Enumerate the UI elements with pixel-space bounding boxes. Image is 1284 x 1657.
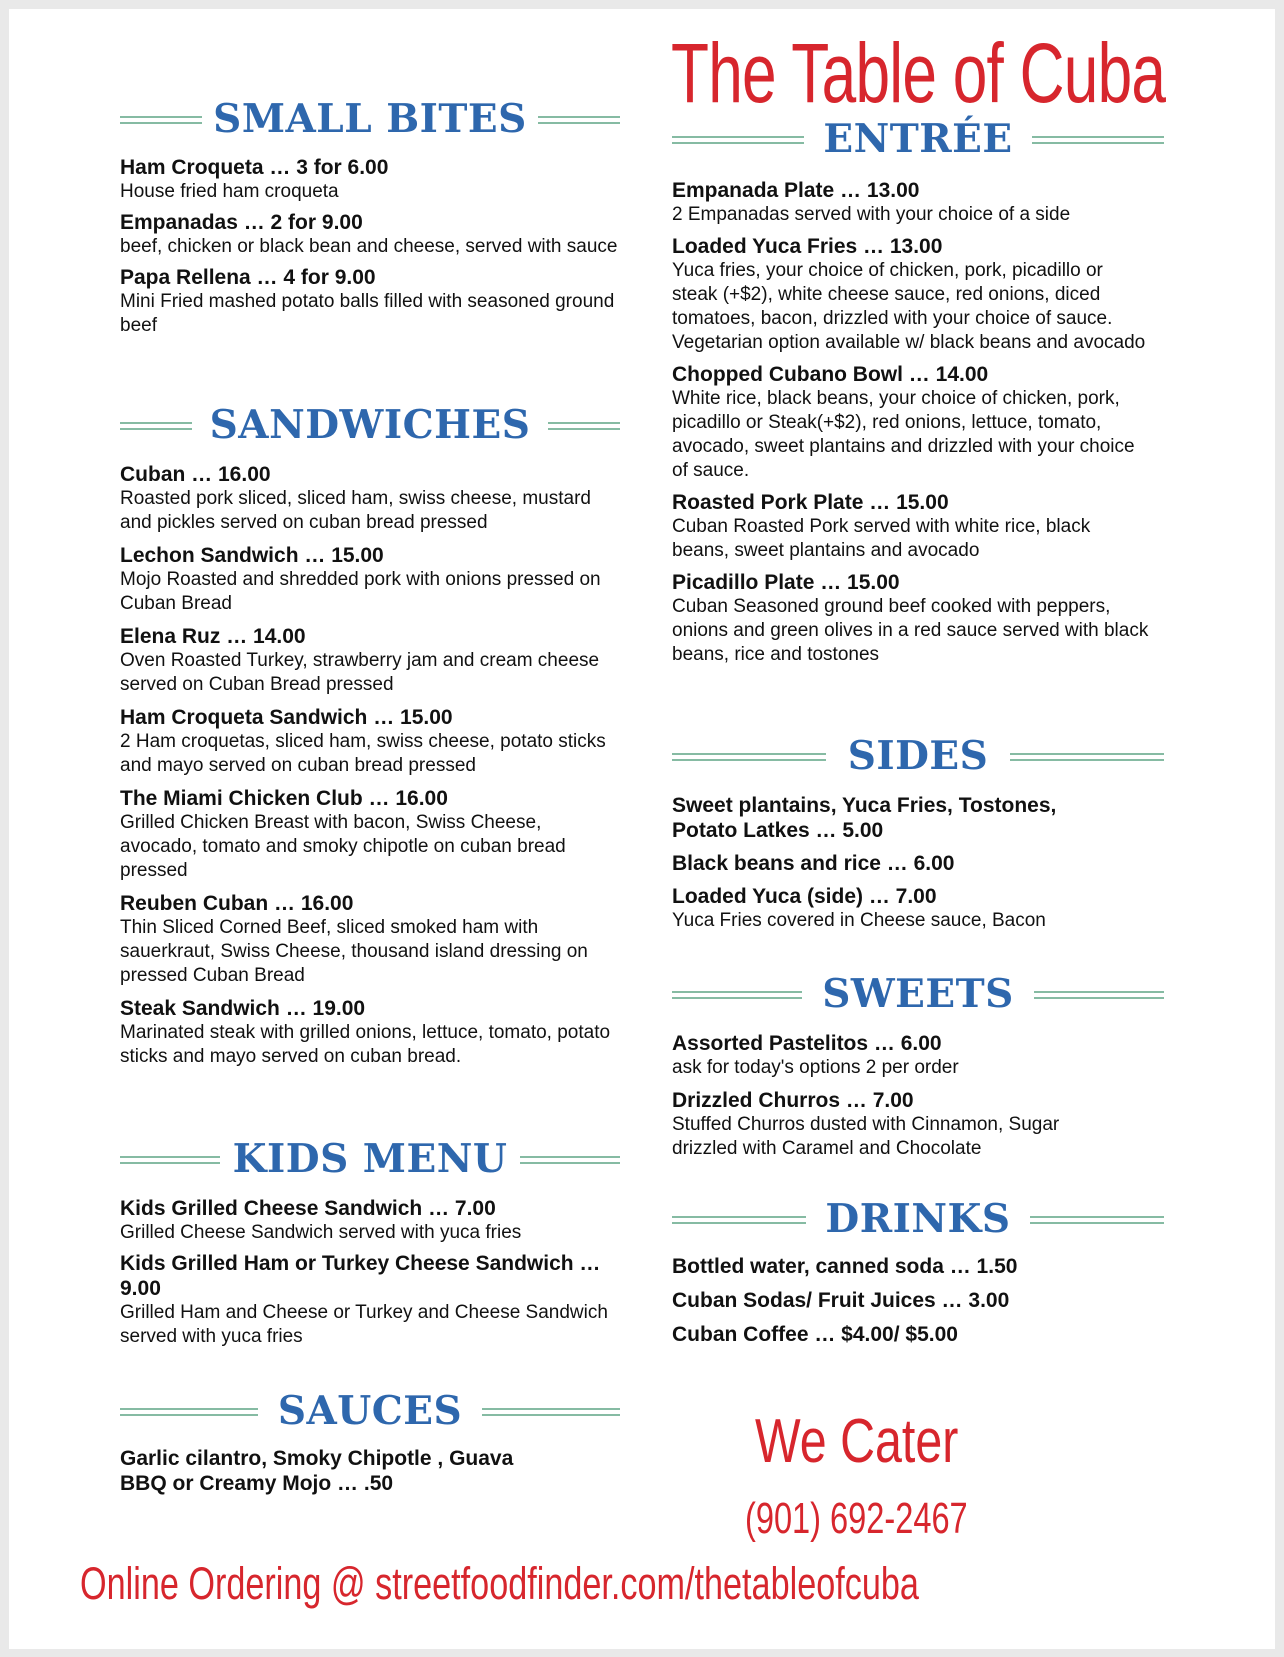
menu-item-name: Ham Croqueta Sandwich … 15.00 [120, 706, 453, 729]
menu-item-description: Grilled Chicken Breast with bacon, Swiss Cheese, avocado, tomato and smoky chipotle on cuban bread pressed [120, 812, 566, 881]
menu-item-description: Yuca Fries covered in Cheese sauce, Bacon [672, 910, 1046, 931]
section-heading: KIDS MENU [232, 1136, 508, 1182]
menu-item-description: House fried ham croqueta [120, 181, 339, 202]
list-sandwiches [120, 462, 620, 1069]
section-heading: DRINKS [825, 1196, 1011, 1242]
menu-item-name: Loaded Yuca Fries … 13.00 [672, 235, 943, 258]
menu-item-description: Marinated steak with grilled onions, lettuce, tomato, potato sticks and mayo served on cuban bread. [120, 1022, 611, 1067]
menu-item-name: Reuben Cuban … 16.00 [120, 892, 354, 915]
menu-item [672, 362, 1152, 483]
menu-item [120, 462, 620, 535]
menu-item-name: Kids Grilled Cheese Sandwich … 7.00 [120, 1197, 496, 1220]
menu-item [672, 793, 1112, 843]
section-heading: SANDWICHES [209, 402, 531, 448]
menu-item [672, 884, 1112, 933]
menu-item-description: Thin Sliced Corned Beef, sliced smoked ham with sauerkraut, Swiss Cheese, thousand island dressing on pressed Cuban Bread [120, 917, 588, 986]
list-sauces [120, 1446, 560, 1496]
list-drinks [672, 1254, 1152, 1347]
menu-item-name: Cuban … 16.00 [120, 463, 271, 486]
menu-item-name: Kids Grilled Ham or Turkey Cheese Sandwich … 9.00 [120, 1252, 601, 1300]
menu-item [120, 543, 620, 616]
menu-item-name: Steak Sandwich … 19.00 [120, 997, 366, 1020]
menu-item-description: beef, chicken or black bean and cheese, served with sauce [120, 236, 618, 257]
menu-item-description: ask for today's options 2 per order [672, 1057, 959, 1078]
restaurant-title: The Table of Cuba [671, 26, 1166, 120]
menu-item [672, 1322, 1152, 1347]
menu-item-description: Mojo Roasted and shredded pork with onions pressed on Cuban Bread [120, 569, 601, 614]
menu-item-name: Loaded Yuca (side) … 7.00 [672, 885, 937, 908]
heading-sides [672, 734, 1164, 784]
menu-item-name: Drizzled Churros … 7.00 [672, 1089, 914, 1112]
menu-item-description: Cuban Seasoned ground beef cooked with peppers, onions and green olives in a red sauce served with black beans, rice and tostones [672, 596, 1149, 665]
menu-item [120, 786, 620, 883]
heading-entree [672, 117, 1164, 167]
menu-item-description: Grilled Ham and Cheese or Turkey and Cheese Sandwich served with yuca fries [120, 1302, 608, 1347]
menu-item-name: Cuban Sodas/ Fruit Juices … 3.00 [672, 1289, 1010, 1312]
section-heading: ENTRÉE [823, 116, 1013, 162]
menu-item-name: Sweet plantains, Yuca Fries, Tostones, Potato Latkes … 5.00 [672, 794, 1057, 842]
menu-item [120, 996, 620, 1069]
menu-item [672, 851, 1112, 876]
we-cater-label: We Cater [755, 1407, 959, 1476]
menu-item-name: Elena Ruz … 14.00 [120, 625, 306, 648]
menu-item [672, 1088, 1112, 1161]
heading-sweets [672, 972, 1164, 1022]
heading-sandwiches [120, 403, 620, 453]
menu-item-name: Garlic cilantro, Smoky Chipotle , Guava BBQ or Creamy Mojo … .50 [120, 1447, 514, 1495]
menu-item-name: Papa Rellena … 4 for 9.00 [120, 266, 376, 289]
menu-item-description: Grilled Cheese Sandwich served with yuca fries [120, 1222, 522, 1243]
menu-item [120, 1196, 620, 1245]
menu-item [120, 624, 620, 697]
section-heading: SWEETS [822, 971, 1014, 1017]
list-sides [672, 793, 1112, 933]
menu-item-description: White rice, black beans, your choice of chicken, pork, picadillo or Steak(+$2), red onions, lettuce, tomato, avocado, sweet plantains and drizzled with your choice of sauce. [672, 388, 1135, 481]
section-heading: SAUCES [277, 1388, 463, 1434]
menu-item [672, 570, 1152, 667]
heading-sauces [120, 1389, 620, 1439]
menu-item-name: Bottled water, canned soda … 1.50 [672, 1255, 1018, 1278]
menu-item [120, 891, 620, 988]
menu-item-name: Chopped Cubano Bowl … 14.00 [672, 363, 989, 386]
menu-page [9, 9, 1275, 1649]
menu-item [672, 1031, 1112, 1080]
heading-small-bites [120, 97, 620, 147]
menu-item [672, 490, 1152, 563]
heading-drinks [672, 1197, 1164, 1247]
menu-item-description: Cuban Roasted Pork served with white rice, black beans, sweet plantains and avocado [672, 516, 1091, 561]
menu-item-description: Oven Roasted Turkey, strawberry jam and cream cheese served on Cuban Bread pressed [120, 650, 600, 695]
menu-item-name: Empanadas … 2 for 9.00 [120, 211, 363, 234]
menu-item [120, 1446, 560, 1496]
menu-item-description: Mini Fried mashed potato balls filled with seasoned ground beef [120, 291, 615, 336]
menu-item [672, 178, 1152, 227]
menu-item [120, 705, 620, 778]
list-small-bites [120, 155, 620, 338]
menu-item [120, 1251, 620, 1349]
menu-item-name: Picadillo Plate … 15.00 [672, 571, 900, 594]
online-ordering-link[interactable]: Online Ordering @ streetfoodfinder.com/thetableofcuba [80, 1558, 919, 1609]
menu-item [120, 155, 620, 204]
menu-item [672, 1288, 1152, 1313]
menu-item-description: 2 Empanadas served with your choice of a side [672, 204, 1071, 225]
menu-item-name: Ham Croqueta … 3 for 6.00 [120, 156, 389, 179]
list-entree [672, 178, 1152, 667]
menu-item [120, 265, 620, 338]
menu-item-description: 2 Ham croquetas, sliced ham, swiss cheese, potato sticks and mayo served on cuban bread pressed [120, 731, 606, 776]
catering-phone: (901) 692-2467 [745, 1494, 968, 1543]
menu-item-description: Stuffed Churros dusted with Cinnamon, Sugar drizzled with Caramel and Chocolate [672, 1114, 1060, 1159]
list-kids-menu [120, 1196, 620, 1349]
menu-item-description: Roasted pork sliced, sliced ham, swiss cheese, mustard and pickles served on cuban bread pressed [120, 488, 591, 533]
section-heading: SMALL BITES [213, 96, 527, 142]
section-heading: SIDES [847, 733, 989, 779]
heading-kids-menu [120, 1137, 620, 1187]
menu-item [672, 1254, 1152, 1279]
list-sweets [672, 1031, 1112, 1161]
menu-item [672, 234, 1152, 355]
menu-item-name: Empanada Plate … 13.00 [672, 179, 920, 202]
menu-item [120, 210, 620, 259]
menu-item-name: Assorted Pastelitos … 6.00 [672, 1032, 942, 1055]
menu-item-name: Lechon Sandwich … 15.00 [120, 544, 384, 567]
menu-item-name: The Miami Chicken Club … 16.00 [120, 787, 448, 810]
menu-item-name: Roasted Pork Plate … 15.00 [672, 491, 949, 514]
menu-item-name: Black beans and rice … 6.00 [672, 852, 955, 875]
menu-item-description: Yuca fries, your choice of chicken, pork, picadillo or steak (+$2), white cheese sauce, red onions, diced tomatoes, bacon, drizzled with your choice of sauce. Vegetarian option available w/ black beans and avocado [672, 260, 1146, 353]
menu-item-name: Cuban Coffee … $4.00/ $5.00 [672, 1323, 958, 1346]
